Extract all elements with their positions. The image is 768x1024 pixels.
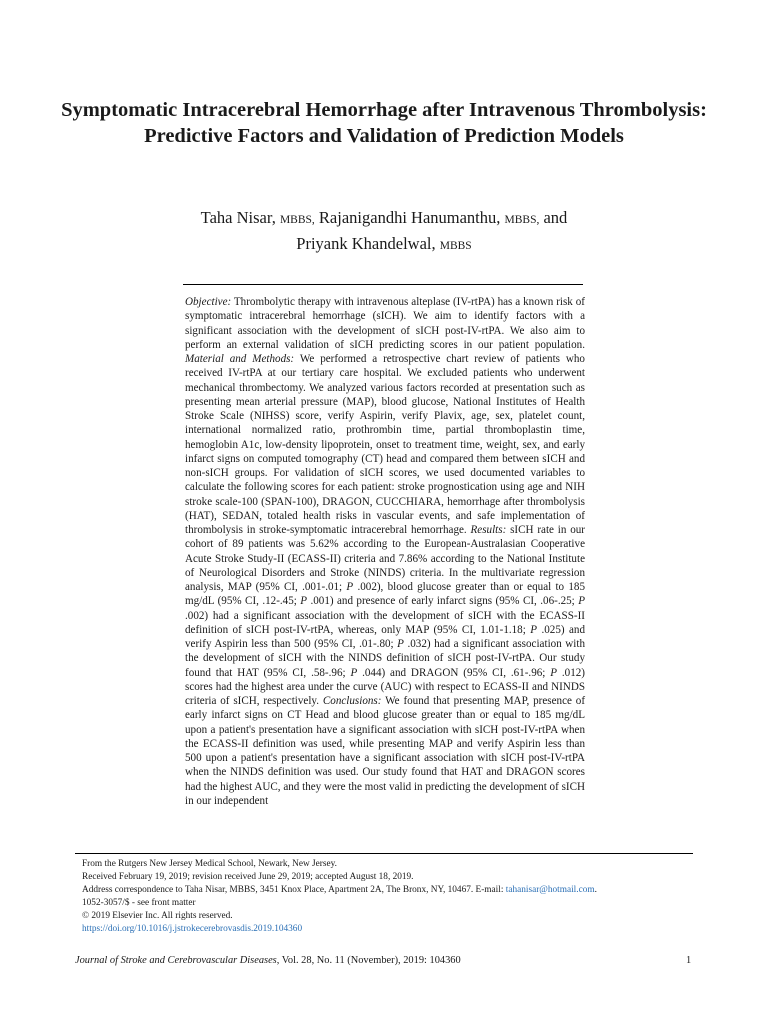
results-text: .002), blood glucose greater than or equal to 185 mg/dL (95% CI, .12-.45; (185, 581, 585, 608)
doi-link[interactable]: https://doi.org/10.1016/j.jstrokecerebrovasdis.2019.104360 (82, 924, 303, 935)
results-text: sICH rate in our cohort of 89 patients was 5.62% according to the European-Australasian Cooperative Acute Stroke Study-II (ECASS-II) criteria and 7.86% according to the National Institute of Neurological Disorders and Stroke (NINDS) criteria. In the multivariate regression analysis, MAP (95% CI, .001-.01; (185, 524, 585, 593)
p-value-symbol: P (350, 666, 358, 679)
conclusions-label: Conclusions: (322, 695, 382, 707)
issn-note: 1052-3057/$ - see front matter (82, 898, 196, 909)
methods-label: Material and Methods: (185, 353, 295, 365)
p-value-symbol: P (300, 595, 308, 608)
footnote-rule (75, 853, 693, 854)
received-note: Received February 19, 2019; revision received June 29, 2019; accepted August 18, 2019. (82, 872, 414, 883)
page-number: 1 (686, 955, 692, 966)
journal-citation (75, 954, 695, 968)
correspondence-note (82, 884, 702, 897)
results-text: .002) had a significant association with the development of sICH with the ECASS-II definition of sICH post-IV-rtPA, whereas, only MAP (95% CI, 1.01-1.18; (185, 609, 585, 636)
author-degree: MBBS (439, 240, 472, 252)
author-list (60, 206, 708, 258)
author-degree: MBBS, (279, 214, 315, 226)
author-name: Priyank Khandelwal, (296, 234, 436, 253)
results-text: .044) and DRAGON (95% CI, .61-.96; (362, 666, 546, 679)
results-text: .032) had a significant association with the development of sICH with the NINDS definition of sICH post-IV-rtPA. Our study found that HAT (95% CI, .58-.96; (185, 638, 585, 679)
correspondence-address: Address correspondence to Taha Nisar, MBBS, 3451 Knox Place, Apartment 2A, The Bronx, NY, 10467. E-mail: (82, 885, 504, 896)
author-name: Taha Nisar, (200, 208, 276, 227)
article-title: Symptomatic Intracerebral Hemorrhage after Intravenous Thrombolysis: Predictive Factors and Validation of Prediction Models (61, 99, 707, 147)
affiliation-note: From the Rutgers New Jersey Medical School, Newark, New Jersey. (82, 859, 337, 869)
author-conjunction: and (543, 208, 568, 227)
conclusions-text: We found that presenting MAP, presence of early infarct signs on CT Head and blood glucose greater than or equal to 185 mg/dL upon a patient's presentation have a significant association with sICH post-IV-rtPA when the ECASS-II definition was used, while presenting MAP and verify Aspirin less than 500 upon a patient's presentation have a significant association with sICH post-IV-rtPA when the NINDS definition was used. Our study found that HAT and DRAGON scores had the highest AUC, and they were the most valid in predicting the development of sICH in our independent (185, 695, 586, 807)
copyright-note: © 2019 Elsevier Inc. All rights reserved. (82, 911, 233, 922)
p-value-symbol: P (346, 581, 354, 593)
abstract (185, 295, 585, 808)
results-text: .001) and presence of early infarct signs (95% CI, .06-.25; (310, 595, 575, 608)
methods-text: We performed a retrospective chart review of patients who received IV-rtPA at our tertiary care hospital. We excluded patients who underwent mechanical thrombectomy. We analyzed various factors recorded at presentation such as presenting mean arterial pressure (MAP), blood glucose, National Institutes of Health Stroke Scale (NIHSS) score, verify Aspirin, verify Plavix, age, sex, platelet count, international normalized ratio, prothrombin time, partial thromboplastin time, hemoglobin A1c, low-density lipoprotein, onset to treatment time, weight, sex, and early infarct signs on computed tomography (CT) head and compared them between sICH and non-sICH groups. For validation of sICH scores, we used documented variables to calculate the following scores for each patient: stroke prognostication using age and NIH stroke scale-100 (SPAN-100), DRAGON, CUCCHIARA, hemorrhage after thrombolysis (HAT), SEDAN, totaled health risks in vascular events, and safe implementation of thrombolysis in stroke-symptomatic intracerebral hemorrhage. (185, 353, 585, 536)
footnotes (82, 858, 702, 937)
p-value-symbol: P (530, 623, 538, 636)
results-text: .025) and verify Aspirin less than 500 (95% CI, .01-.80; (185, 623, 585, 650)
objective-text: Thrombolytic therapy with intravenous alteplase (IV-rtPA) has a known risk of symptomatic intracerebral hemorrhage (sICH). We aim to identify factors with a significant association with the development of sICH post-IV-rtPA. We also aim to perform an external validation of sICH predicting scores in our patient population. (185, 296, 585, 351)
correspondence-end: . (594, 885, 597, 896)
results-text: .012) scores had the highest area under the curve (AUC) with respect to ECASS-II and NINDS criteria of sICH, respectively. (185, 666, 585, 707)
p-value-symbol: P (578, 595, 585, 608)
author-name: Rajanigandhi Hanumanthu, (318, 208, 501, 227)
p-value-symbol: P (550, 666, 558, 679)
objective-label: Objective: (185, 296, 232, 308)
journal-name: Journal of Stroke and Cerebrovascular Diseases (75, 955, 277, 966)
abstract-top-rule (183, 284, 583, 285)
p-value-symbol: P (397, 638, 404, 650)
email-link[interactable]: tahanisar@hotmail.com (505, 885, 595, 896)
results-label: Results: (470, 524, 507, 536)
journal-volume: , Vol. 28, No. 11 (November), 2019: 104360 (276, 955, 461, 966)
author-degree: MBBS, (504, 214, 540, 226)
